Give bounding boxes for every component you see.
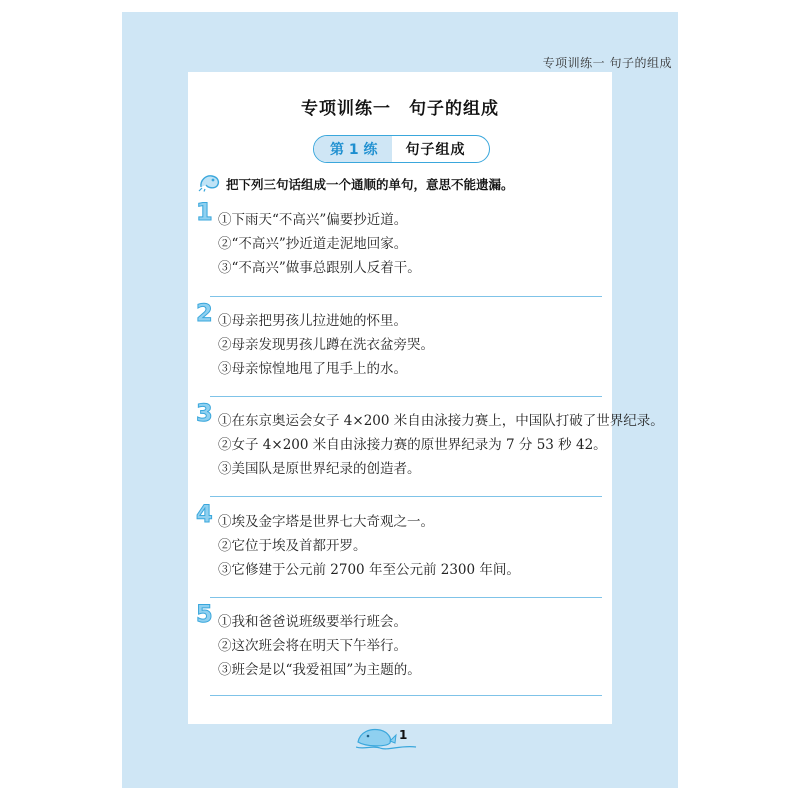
question-number: 5 bbox=[196, 600, 213, 628]
exercise-number: 第 1 练 bbox=[314, 136, 392, 162]
running-header: 专项训练一 句子的组成 bbox=[542, 56, 672, 70]
sentence-2: ②“不高兴”抄近道走泥地回家。 bbox=[218, 236, 408, 252]
page-number: 1 bbox=[399, 728, 408, 742]
sentence-2: ②母亲发现男孩儿蹲在洗衣盆旁哭。 bbox=[218, 337, 434, 353]
question-number: 3 bbox=[196, 399, 213, 427]
cartoon-mascot-icon bbox=[198, 172, 222, 196]
answer-line[interactable] bbox=[210, 396, 602, 397]
sentence-2: ②这次班会将在明天下午举行。 bbox=[218, 638, 407, 654]
sentence-1: ①在东京奥运会女子 4×200 米自由泳接力赛上，中国队打破了世界纪录。 bbox=[218, 413, 664, 429]
sentence-3: ③美国队是原世界纪录的创造者。 bbox=[218, 461, 421, 477]
page-title-main: 专项训练一 bbox=[301, 99, 391, 119]
answer-line[interactable] bbox=[210, 296, 602, 297]
sentence-1: ①下雨天“不高兴”偏要抄近道。 bbox=[218, 212, 408, 228]
question-number: 2 bbox=[196, 299, 213, 327]
sentence-3: ③母亲惊惶地甩了甩手上的水。 bbox=[218, 361, 407, 377]
sentence-1: ①埃及金字塔是世界七大奇观之一。 bbox=[218, 514, 434, 530]
instruction bbox=[198, 172, 514, 196]
page-title-sub: 句子的组成 bbox=[409, 99, 499, 119]
instruction-text: 把下列三句话组成一个通顺的单句，意思不能遗漏。 bbox=[226, 177, 514, 192]
sentence-1: ①我和爸爸说班级要举行班会。 bbox=[218, 614, 407, 630]
page-footer bbox=[356, 724, 418, 754]
sentence-3: ③“不高兴”做事总跟别人反着干。 bbox=[218, 260, 421, 276]
exercise-topic: 句子组成 bbox=[405, 142, 466, 158]
exercise-tag bbox=[313, 135, 490, 163]
sentence-3: ③它修建于公元前 2700 年至公元前 2300 年间。 bbox=[218, 562, 520, 578]
sentence-3: ③班会是以“我爱祖国”为主题的。 bbox=[218, 662, 421, 678]
sentence-2: ②它位于埃及首都开罗。 bbox=[218, 538, 367, 554]
sentence-1: ①母亲把男孩儿拉进她的怀里。 bbox=[218, 313, 407, 329]
whale-icon bbox=[356, 735, 418, 754]
answer-line[interactable] bbox=[210, 597, 602, 598]
page-title bbox=[0, 94, 800, 119]
sentence-2: ②女子 4×200 米自由泳接力赛的原世界纪录为 7 分 53 秒 42。 bbox=[218, 437, 607, 453]
answer-line[interactable] bbox=[210, 695, 602, 696]
question-number: 4 bbox=[196, 500, 213, 528]
question-number: 1 bbox=[196, 198, 213, 226]
answer-line[interactable] bbox=[210, 496, 602, 497]
